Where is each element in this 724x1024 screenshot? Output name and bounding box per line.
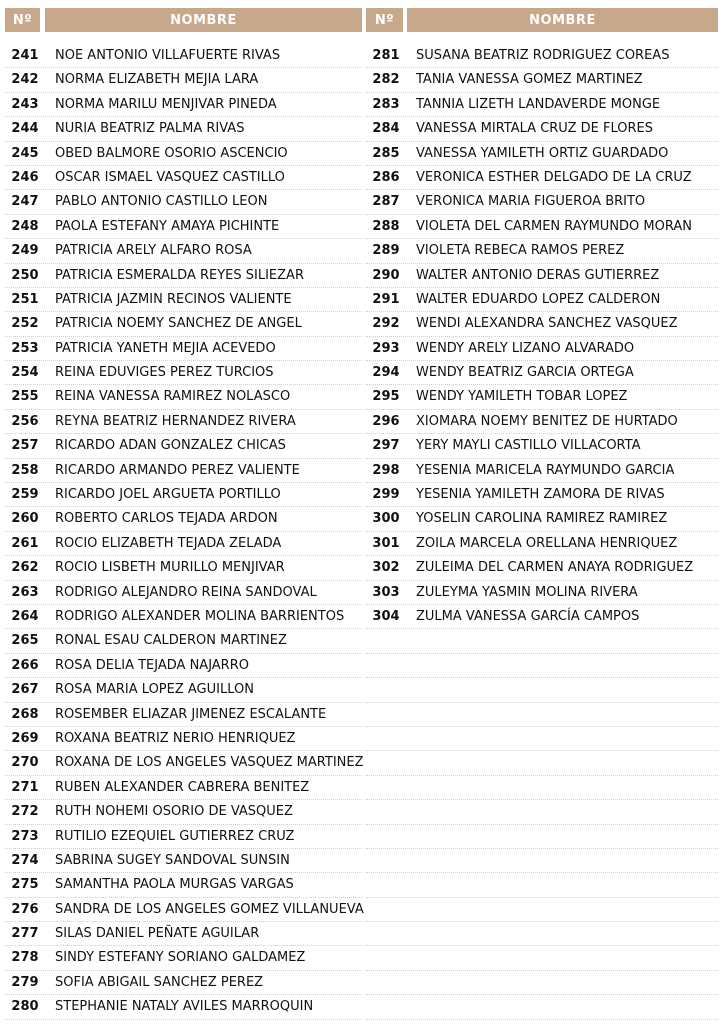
entry-number: 295 <box>372 389 400 405</box>
entry-name: RICARDO ARMANDO PEREZ VALIENTE <box>55 462 300 478</box>
list-item <box>366 483 718 507</box>
list-item <box>5 825 362 849</box>
entry-number: 261 <box>11 535 39 551</box>
entry-name: ZULEIMA DEL CARMEN ANAYA RODRIGUEZ <box>416 560 694 576</box>
entry-name: YOSELIN CAROLINA RAMIREZ RAMIREZ <box>416 511 668 527</box>
list-item <box>5 239 362 263</box>
entry-number: 287 <box>372 194 400 210</box>
entry-number: 298 <box>372 462 400 478</box>
entry-name: RICARDO JOEL ARGUETA PORTILLO <box>55 487 281 503</box>
entry-name: ROCIO ELIZABETH TEJADA ZELADA <box>55 535 282 551</box>
entry-name: YESENIA YAMILETH ZAMORA DE RIVAS <box>416 487 665 503</box>
entry-name: PATRICIA ESMERALDA REYES SILIEZAR <box>55 267 304 283</box>
list-item <box>5 898 362 922</box>
entry-name: NURIA BEATRIZ PALMA RIVAS <box>55 121 245 137</box>
entry-number: 266 <box>11 657 39 673</box>
list-item <box>5 971 362 995</box>
list-item <box>366 239 718 263</box>
entry-number: 263 <box>11 584 39 600</box>
entry-name: RUTH NOHEMI OSORIO DE VASQUEZ <box>55 804 293 820</box>
entry-name: ZULEYMA YASMIN MOLINA RIVERA <box>416 584 638 600</box>
entry-number: 294 <box>372 365 400 381</box>
entry-number: 293 <box>372 340 400 356</box>
list-item <box>366 44 718 68</box>
entry-number: 302 <box>372 560 400 576</box>
right-name-header: NOMBRE <box>407 8 718 32</box>
entry-name: RUTILIO EZEQUIEL GUTIERREZ CRUZ <box>55 828 295 844</box>
entry-number: 304 <box>372 608 400 624</box>
entry-number: 241 <box>11 48 39 63</box>
entry-name: XIOMARA NOEMY BENITEZ DE HURTADO <box>416 413 678 429</box>
list-item <box>366 507 718 531</box>
entry-number: 276 <box>11 901 39 917</box>
empty-row <box>366 922 718 946</box>
entry-name: VANESSA YAMILETH ORTIZ GUARDADO <box>416 145 669 161</box>
entry-name: OSCAR ISMAEL VASQUEZ CASTILLO <box>55 169 285 185</box>
entry-number: 254 <box>11 365 39 381</box>
entry-name: SAMANTHA PAOLA MURGAS VARGAS <box>55 877 294 893</box>
list-item <box>5 434 362 458</box>
entry-number: 285 <box>372 145 400 161</box>
entry-name: PATRICIA NOEMY SANCHEZ DE ANGEL <box>55 316 302 332</box>
entry-name: NORMA ELIZABETH MEJIA LARA <box>55 72 259 88</box>
list-item <box>5 678 362 702</box>
entry-number: 296 <box>372 413 400 429</box>
empty-row <box>366 971 718 995</box>
empty-row <box>366 727 718 751</box>
list-item <box>366 410 718 434</box>
entry-number: 250 <box>11 267 39 283</box>
entry-name: SUSANA BEATRIZ RODRIGUEZ COREAS <box>416 48 670 63</box>
entry-name: RODRIGO ALEJANDRO REINA SANDOVAL <box>55 584 317 600</box>
entry-number: 248 <box>11 218 39 234</box>
list-item <box>5 629 362 653</box>
list-item <box>5 507 362 531</box>
entry-name: WENDI ALEXANDRA SANCHEZ VASQUEZ <box>416 316 678 332</box>
list-item <box>366 142 718 166</box>
list-item <box>5 312 362 336</box>
list-item <box>5 849 362 873</box>
list-item <box>366 385 718 409</box>
empty-row <box>366 946 718 970</box>
entry-name: ZULMA VANESSA GARCÍA CAMPOS <box>416 608 640 624</box>
entry-name: PATRICIA YANETH MEJIA ACEVEDO <box>55 340 276 356</box>
empty-row <box>366 873 718 897</box>
entry-number: 257 <box>11 438 39 454</box>
entry-number: 292 <box>372 316 400 332</box>
empty-row <box>366 825 718 849</box>
entry-number: 269 <box>11 730 39 746</box>
list-item <box>5 410 362 434</box>
list-item <box>366 361 718 385</box>
entry-number: 303 <box>372 584 400 600</box>
empty-row <box>366 629 718 653</box>
entry-name: VANESSA MIRTALA CRUZ DE FLORES <box>416 121 653 137</box>
entry-number: 300 <box>372 511 400 527</box>
list-item <box>366 605 718 629</box>
entry-number: 283 <box>372 96 400 112</box>
entry-number: 301 <box>372 535 400 551</box>
entry-name: VIOLETA REBECA RAMOS PEREZ <box>416 243 625 259</box>
entry-number: 281 <box>372 48 400 63</box>
list-item <box>366 532 718 556</box>
entry-name: RUBEN ALEXANDER CABRERA BENITEZ <box>55 779 310 795</box>
entry-number: 282 <box>372 72 400 88</box>
entry-number: 253 <box>11 340 39 356</box>
entry-name: RICARDO ADAN GONZALEZ CHICAS <box>55 438 286 454</box>
list-item <box>5 264 362 288</box>
entry-name: PABLO ANTONIO CASTILLO LEON <box>55 194 268 210</box>
entry-number: 299 <box>372 487 400 503</box>
entry-name: WALTER ANTONIO DERAS GUTIERREZ <box>416 267 660 283</box>
list-item <box>5 946 362 970</box>
empty-row <box>366 751 718 775</box>
list-item <box>366 337 718 361</box>
list-item <box>366 288 718 312</box>
list-item <box>5 93 362 117</box>
list-item <box>5 166 362 190</box>
entry-number: 259 <box>11 487 39 503</box>
entry-name: ROSA DELIA TEJADA NAJARRO <box>55 657 249 673</box>
list-item <box>5 751 362 775</box>
entry-name: PATRICIA ARELY ALFARO ROSA <box>55 243 252 259</box>
empty-row <box>366 898 718 922</box>
list-item <box>5 385 362 409</box>
entry-number: 255 <box>11 389 39 405</box>
list-item <box>366 166 718 190</box>
right-name-list <box>366 44 718 1020</box>
list-item <box>366 459 718 483</box>
entry-number: 256 <box>11 413 39 429</box>
entry-number: 246 <box>11 169 39 185</box>
entry-name: YERY MAYLI CASTILLO VILLACORTA <box>416 438 641 454</box>
entry-name: WENDY YAMILETH TOBAR LOPEZ <box>416 389 628 405</box>
list-item <box>366 312 718 336</box>
entry-number: 243 <box>11 96 39 112</box>
list-item <box>366 68 718 92</box>
left-name-header: NOMBRE <box>45 8 362 32</box>
list-item <box>5 922 362 946</box>
entry-name: STEPHANIE NATALY AVILES MARROQUIN <box>55 999 314 1015</box>
entry-name: ROBERTO CARLOS TEJADA ARDON <box>55 511 278 527</box>
entry-number: 260 <box>11 511 39 527</box>
list-item <box>5 605 362 629</box>
entry-number: 242 <box>11 72 39 88</box>
entry-name: SANDRA DE LOS ANGELES GOMEZ VILLANUEVA <box>55 901 364 917</box>
list-item <box>5 483 362 507</box>
entry-name: ROXANA BEATRIZ NERIO HENRIQUEZ <box>55 730 296 746</box>
entry-name: NOE ANTONIO VILLAFUERTE RIVAS <box>55 48 281 63</box>
list-item <box>5 215 362 239</box>
list-item <box>5 727 362 751</box>
entry-name: RONAL ESAU CALDERON MARTINEZ <box>55 633 287 649</box>
entry-number: 274 <box>11 852 39 868</box>
list-item <box>5 117 362 141</box>
list-item <box>366 190 718 214</box>
entry-name: PATRICIA JAZMIN RECINOS VALIENTE <box>55 291 292 307</box>
empty-row <box>366 800 718 824</box>
list-item <box>5 142 362 166</box>
entry-name: WENDY BEATRIZ GARCIA ORTEGA <box>416 365 634 381</box>
empty-row <box>366 849 718 873</box>
entry-name: REINA VANESSA RAMIREZ NOLASCO <box>55 389 291 405</box>
entry-number: 289 <box>372 243 400 259</box>
list-item <box>5 68 362 92</box>
entry-number: 277 <box>11 926 39 942</box>
entry-name: REYNA BEATRIZ HERNANDEZ RIVERA <box>55 413 296 429</box>
entry-name: ROSA MARIA LOPEZ AGUILLON <box>55 682 254 698</box>
list-item <box>5 581 362 605</box>
entry-name: ROSEMBER ELIAZAR JIMENEZ ESCALANTE <box>55 706 327 722</box>
entry-number: 291 <box>372 291 400 307</box>
list-item <box>5 361 362 385</box>
entry-number: 249 <box>11 243 39 259</box>
entry-number: 244 <box>11 121 39 137</box>
list-item <box>5 532 362 556</box>
entry-number: 275 <box>11 877 39 893</box>
entry-number: 272 <box>11 804 39 820</box>
list-item <box>5 800 362 824</box>
entry-name: YESENIA MARICELA RAYMUNDO GARCIA <box>416 462 675 478</box>
empty-row <box>366 703 718 727</box>
list-item <box>366 93 718 117</box>
entry-number: 262 <box>11 560 39 576</box>
entry-name: ROCIO LISBETH MURILLO MENJIVAR <box>55 560 285 576</box>
list-item <box>366 117 718 141</box>
entry-number: 267 <box>11 682 39 698</box>
list-item <box>366 434 718 458</box>
list-item <box>366 556 718 580</box>
list-item <box>5 654 362 678</box>
list-item <box>5 556 362 580</box>
entry-number: 273 <box>11 828 39 844</box>
entry-name: WENDY ARELY LIZANO ALVARADO <box>416 340 635 356</box>
list-item <box>366 264 718 288</box>
entry-name: TANIA VANESSA GOMEZ MARTINEZ <box>416 72 643 88</box>
entry-name: NORMA MARILU MENJIVAR PINEDA <box>55 96 277 112</box>
entry-name: VERONICA MARIA FIGUEROA BRITO <box>416 194 646 210</box>
list-item <box>5 337 362 361</box>
entry-name: RODRIGO ALEXANDER MOLINA BARRIENTOS <box>55 608 345 624</box>
list-item <box>5 703 362 727</box>
entry-name: OBED BALMORE OSORIO ASCENCIO <box>55 145 288 161</box>
entry-name: SILAS DANIEL PEÑATE AGUILAR <box>55 926 260 942</box>
entry-number: 268 <box>11 706 39 722</box>
entry-name: SABRINA SUGEY SANDOVAL SUNSIN <box>55 852 290 868</box>
list-item <box>5 44 362 68</box>
list-item <box>5 776 362 800</box>
entry-number: 252 <box>11 316 39 332</box>
entry-number: 278 <box>11 950 39 966</box>
entry-number: 288 <box>372 218 400 234</box>
right-num-header: Nº <box>366 8 403 32</box>
entry-number: 297 <box>372 438 400 454</box>
entry-number: 271 <box>11 779 39 795</box>
empty-row <box>366 654 718 678</box>
entry-number: 286 <box>372 169 400 185</box>
list-item <box>5 995 362 1019</box>
entry-number: 284 <box>372 121 400 137</box>
entry-number: 280 <box>11 999 39 1015</box>
entry-name: TANNIA LIZETH LANDAVERDE MONGE <box>416 96 661 112</box>
list-item <box>5 873 362 897</box>
left-num-header: Nº <box>5 8 40 32</box>
empty-row <box>366 776 718 800</box>
entry-name: ZOILA MARCELA ORELLANA HENRIQUEZ <box>416 535 678 551</box>
entry-name: VIOLETA DEL CARMEN RAYMUNDO MORAN <box>416 218 692 234</box>
entry-name: VERONICA ESTHER DELGADO DE LA CRUZ <box>416 169 692 185</box>
entry-number: 258 <box>11 462 39 478</box>
entry-name: PAOLA ESTEFANY AMAYA PICHINTE <box>55 218 280 234</box>
entry-number: 270 <box>11 755 39 771</box>
empty-row <box>366 678 718 702</box>
entry-number: 251 <box>11 291 39 307</box>
entry-number: 264 <box>11 608 39 624</box>
entry-name: SINDY ESTEFANY SORIANO GALDAMEZ <box>55 950 306 966</box>
entry-number: 247 <box>11 194 39 210</box>
entry-name: ROXANA DE LOS ANGELES VASQUEZ MARTINEZ <box>55 755 364 771</box>
list-item <box>5 459 362 483</box>
entry-number: 245 <box>11 145 39 161</box>
empty-row <box>366 995 718 1019</box>
list-item <box>366 215 718 239</box>
entry-number: 265 <box>11 633 39 649</box>
entry-number: 279 <box>11 974 39 990</box>
list-item <box>5 288 362 312</box>
list-item <box>5 190 362 214</box>
entry-number: 290 <box>372 267 400 283</box>
entry-name: SOFIA ABIGAIL SANCHEZ PEREZ <box>55 974 264 990</box>
left-name-list <box>5 44 362 1020</box>
list-item <box>366 581 718 605</box>
entry-name: REINA EDUVIGES PEREZ TURCIOS <box>55 365 274 381</box>
entry-name: WALTER EDUARDO LOPEZ CALDERON <box>416 291 661 307</box>
